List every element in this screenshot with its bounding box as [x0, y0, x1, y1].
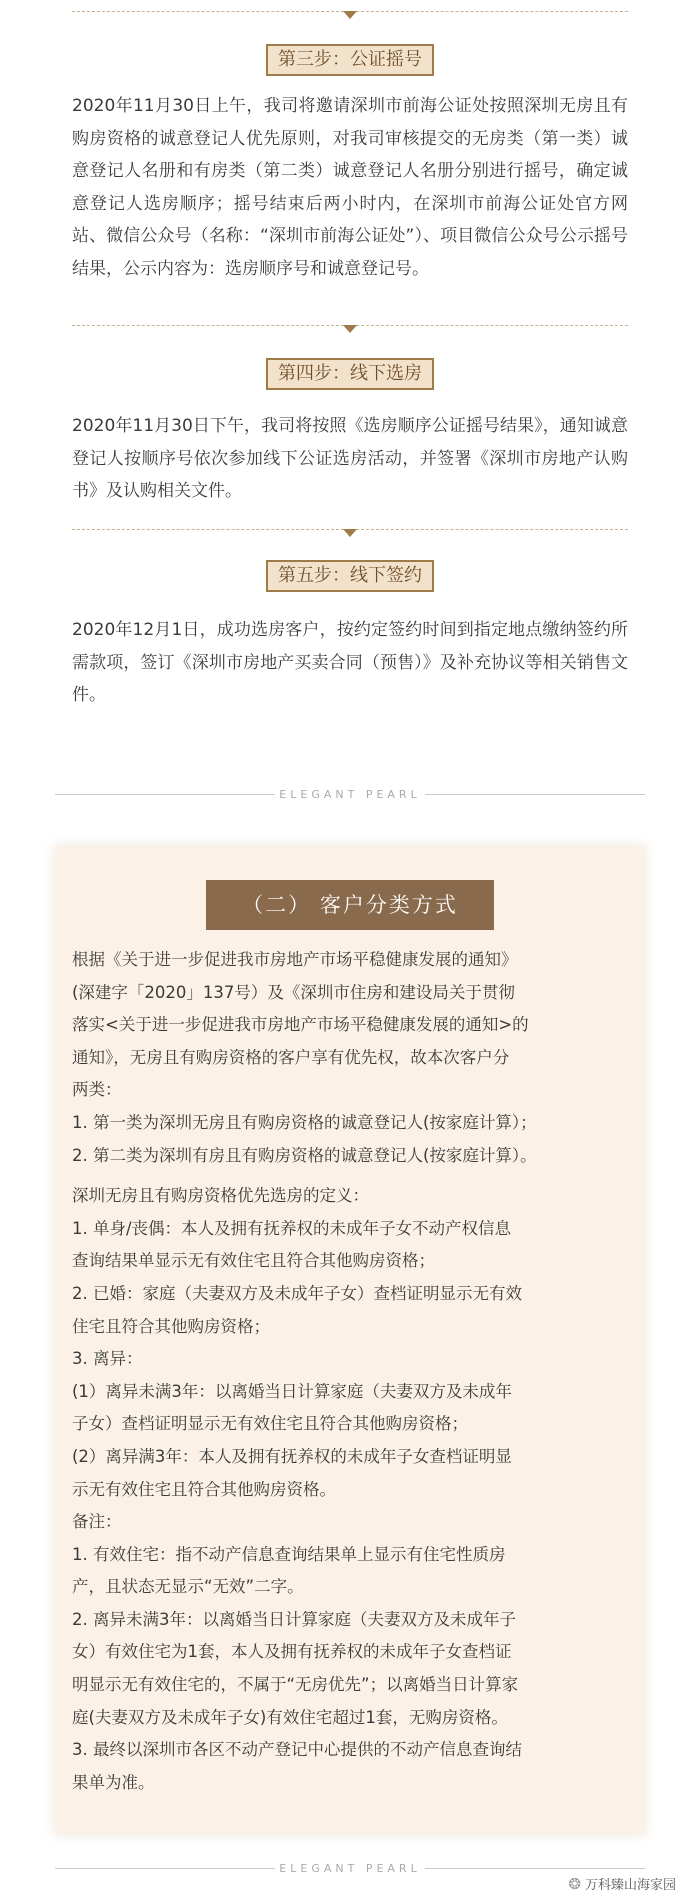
step-4-label: 第四步：线下选房 — [266, 358, 434, 390]
elegant-pearl-separator: ELEGANT PEARL — [55, 788, 645, 802]
body-line: 两类： — [72, 1080, 122, 1100]
body-line: 明显示无有效住宅的，不属于“无房优先”；以离婚当日计算家 — [72, 1675, 519, 1695]
step-3-text: 2020年11月30日上午，我司将邀请深圳市前海公证处按照深圳无房且有购房资格的诚意登记人优先原则，对我司审核提交的无房类（第一类）诚意登记人名册和有房类（第二类）诚意登记人名册分别进行摇号，确定诚意登记人选房顺序；摇号结束后两小时内，在深圳市前海公证处官方网站、微信公众号（名称：“深圳市前海公证处”）、项目微信公众号公示摇号结果，公示内容为：选房顺序号和诚意登记号。 — [72, 96, 628, 279]
body-line: 住宅且符合其他购房资格； — [72, 1316, 270, 1336]
elegant-pearl-separator: ELEGANT PEARL — [55, 1862, 645, 1876]
body-line: 庭(夫妻双方及未成年子女)有效住宅超过1套，无购房资格。 — [72, 1707, 508, 1727]
body-line: (深建字「2020」137号）及《深圳市住房和建设局关于贯彻 — [72, 982, 515, 1002]
section-body — [72, 944, 634, 1799]
step-4-text: 2020年11月30日下午，我司将按照《选房顺序公证摇号结果》，通知诚意登记人按顺序号依次参加线下公证选房活动，并签署《深圳市房地产认购书》及认购相关文件。 — [72, 416, 628, 502]
body-line: 2. 离异未满3年：以离婚当日计算家庭（夫妻双方及未成年子 — [72, 1609, 516, 1629]
body-line: 1. 第一类为深圳无房且有购房资格的诚意登记人(按家庭计算）； — [72, 1112, 537, 1132]
body-line: (2）离异满3年：本人及拥有抚养权的未成年子女查档证明显 — [72, 1446, 512, 1466]
body-line: 3. 离异： — [72, 1349, 143, 1369]
body-line: 女）有效住宅为1套，本人及拥有抚养权的未成年子女查档证 — [72, 1642, 512, 1662]
body-line: 备注： — [72, 1512, 122, 1532]
arrow-down-icon — [343, 11, 357, 19]
step-divider — [72, 8, 628, 22]
arrow-down-icon — [343, 529, 357, 537]
body-line: 2. 第二类为深圳有房且有购房资格的诚意登记人(按家庭计算）。 — [72, 1145, 537, 1165]
step-5-label: 第五步：线下签约 — [266, 560, 434, 592]
body-line: 1. 单身/丧偶：本人及拥有抚养权的未成年子女不动产权信息 — [72, 1218, 512, 1238]
arrow-down-icon — [343, 325, 357, 333]
body-line: 1. 有效住宅：指不动产信息查询结果单上显示有住宅性质房 — [72, 1544, 506, 1564]
body-line: 通知》，无房且有购房资格的客户享有优先权，故本次客户分 — [72, 1047, 510, 1067]
body-line: 示无有效住宅且符合其他购房资格。 — [72, 1479, 336, 1499]
body-line: (1）离异未满3年：以离婚当日计算家庭（夫妻双方及未成年 — [72, 1381, 512, 1401]
step-divider — [72, 322, 628, 336]
body-line: 果单为准。 — [72, 1772, 155, 1792]
body-line: 子女）查档证明显示无有效住宅且符合其他购房资格； — [72, 1414, 468, 1434]
step-divider — [72, 526, 628, 540]
body-line: 2. 已婚：家庭（夫妻双方及未成年子女）查档证明显示无有效 — [72, 1283, 522, 1303]
body-line: 3. 最终以深圳市各区不动产登记中心提供的不动产信息查询结 — [72, 1740, 522, 1760]
body-line: 落实<关于进一步促进我市房地产市场平稳健康发展的通知>的 — [72, 1015, 529, 1035]
body-line: 深圳无房且有购房资格优先选房的定义： — [72, 1186, 369, 1206]
step-5-text: 2020年12月1日，成功选房客户，按约定签约时间到指定地点缴纳签约所需款项，签订《深圳市房地产买卖合同（预售）》及补充协议等相关销售文件。 — [72, 620, 628, 706]
body-line: 查询结果单显示无有效住宅且符合其他购房资格； — [72, 1251, 435, 1271]
section-title: （二） 客户分类方式 — [206, 880, 494, 930]
body-line: 根据《关于进一步促进我市房地产市场平稳健康发展的通知》 — [72, 950, 518, 969]
step-3-label: 第三步：公证摇号 — [266, 44, 434, 76]
body-line: 产，且状态无显示“无效”二字。 — [72, 1577, 304, 1597]
wechat-watermark — [568, 1874, 676, 1893]
watermark-text: 万科臻山海家园 — [584, 1878, 676, 1893]
wechat-icon: ❂ — [568, 1875, 581, 1893]
